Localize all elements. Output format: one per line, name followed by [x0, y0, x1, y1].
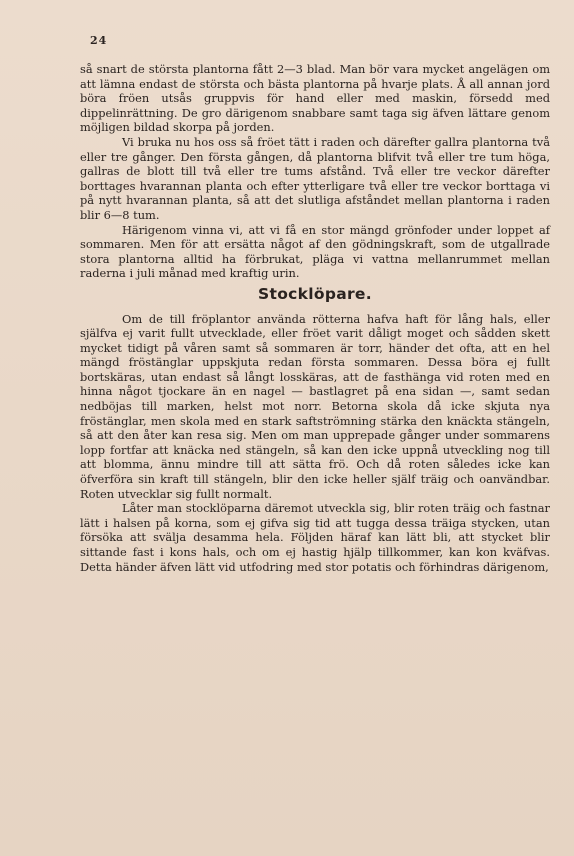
paragraph-3: Härigenom vinna vi, att vi få en stor mängd grönfoder under loppet af sommaren. Men för att ersätta något af den gödningskraft, som de utgallrade stora plantorna alltid ha förbrukat, pläga vi vattna mellanrummet mellan raderna i juli månad med kraftig urin. [80, 222, 550, 281]
paragraph-1: så snart de största plantorna fått 2—3 blad. Man bör vara mycket angelägen om att lämna endast de största och bästa plantorna på hvarje plats. Å all annan jord böra fröen utsås gruppvis för hand eller med maskin, försedd med dippelinrättning. De gro därigenom snabbare samt taga sig äfven lättare genom möjligen bildad skorpa på jorden. [80, 62, 550, 135]
paragraph-5: Låter man stocklöparna däremot utveckla sig, blir roten träig och fastnar lätt i halsen på korna, som ej gifva sig tid att tugga dessa träiga stycken, utan försöka att svälja desamma hela. Följden häraf kan lätt bli, att stycket blir sittande fast i kons hals, och om ej hastig hjälp tillkommer, kan kon kväfvas. Detta händer äfven lätt vid utfodring med stor potatis och förhindras därigenom, [80, 501, 550, 574]
section-heading: Stocklöpare. [258, 284, 372, 303]
page-number: 24 [90, 34, 108, 47]
page-body [80, 62, 550, 574]
paragraph-4: Om de till fröplantor använda rötterna hafva haft för lång hals, eller själfva ej varit fullt utvecklade, eller fröet varit dåligt moget och sådden skett mycket tidigt på våren samt så sommaren är torr, händer det ofta, att en hel mängd fröstänglar uppskjuta redan första sommaren. Dessa böra ej fullt bortskäras, utan endast så långt losskäras, att de fasthänga vid roten med en hinna något tjockare än en nagel — bastlagret på ena sidan —, samt sedan nedböjas till marken, helst mot norr. Betorna skola då icke skjuta nya fröstänglar, men skola med en stark saftströmning stärka den knäckta stängeln, så att den åter kan resa sig. Men om man upprepade gånger under sommarens lopp fortfar att knäcka ned stängeln, så kan den icke uppnå utveckling nog till att blomma, ännu mindre till att sätta frö. Och då roten således icke kan öfverföra sin kraft till stängeln, blir den icke heller själf träig och oanvändbar. Roten utvecklar sig fullt normalt. [80, 311, 550, 501]
paragraph-2: Vi bruka nu hos oss så fröet tätt i raden och därefter gallra plantorna två eller tre gånger. Den första gången, då plantorna blifvit två eller tre tum höga, gallras de blott till två eller tre tums afstånd. Två eller tre veckor därefter borttages hvarannan planta och efter ytterligare två eller tre veckor borttaga vi på nytt hvarannan planta, så att det slutliga afståndet mellan plantorna i raden blir 6—8 tum. [80, 134, 550, 222]
